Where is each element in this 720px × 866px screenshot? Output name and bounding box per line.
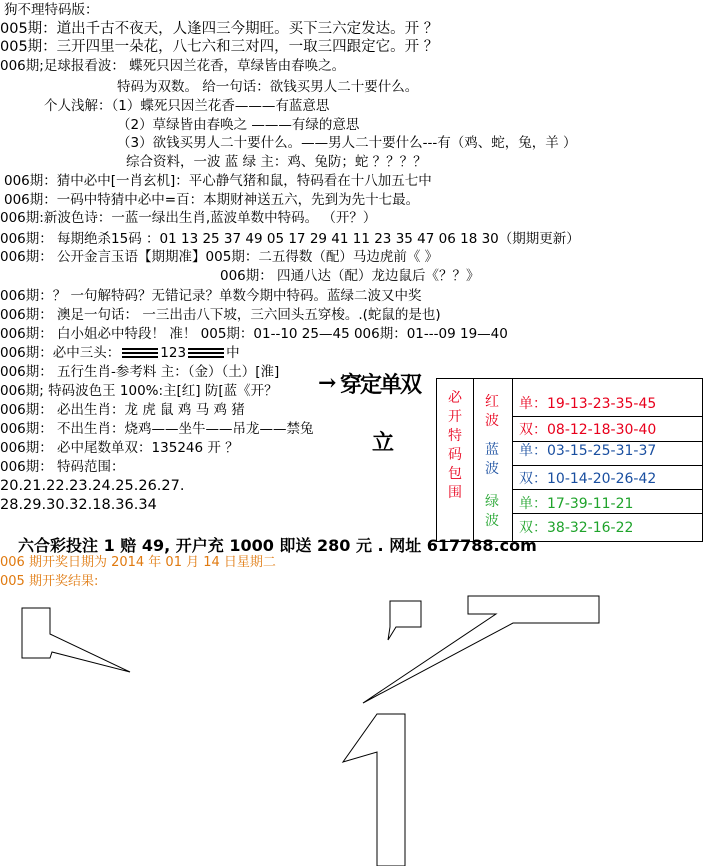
number-one-shape (343, 714, 405, 866)
table-row: 双：38-32-16-22 (519, 520, 634, 536)
text-line: 006期： 白小姐必中特段！ 准！ 005期：01--10 25—45 006期：01---09 19—40 (0, 326, 508, 342)
text-line: 006期： 公开金言玉语【期期准】005期：二五得数（配）马边虎前《 》 (0, 249, 439, 265)
table-row: 双：10-14-20-26-42 (519, 471, 657, 487)
range-line: 28.29.30.32.18.36.34 (0, 497, 157, 513)
callout-shape (22, 608, 130, 672)
handwritten-note: 穿定单双 (340, 372, 421, 398)
text-line: 特码为双数。 给一句话：欲钱买男人二十要什么。 (117, 79, 419, 95)
text-line: 006期： 澳足一句话： 一三出击八下坡，三六回头五穿梭。.(蛇鼠的是也) (0, 307, 441, 323)
text-line: 006期： 必出生肖：龙 虎 鼠 鸡 马 鸡 猪 (0, 402, 245, 418)
text-line: 006期： 必中尾数单双：135246 开 ？ (0, 440, 239, 456)
draw-result-label: 005 期开奖结果: (0, 574, 99, 589)
text-line: 006期：猜中必中[一肖玄机]：平心静气猪和鼠，特码看在十八加五七中 (4, 173, 432, 189)
text-line: 006期： 五行生肖-参考料 主：（金）（土）[淮] (0, 364, 280, 380)
text-line: 006期：？ 一句解特码？无错记录？单数今期中特码。蓝绿二波又中奖 (0, 288, 422, 304)
santou-label: 006期：必中三头： (0, 345, 121, 361)
table-row: 单：19-13-23-35-45 (519, 396, 657, 412)
text-line: 006期; 特码波色王 100%:主[红] 防[蓝《开？ (0, 383, 278, 399)
text-line: 006期： 四通八达（配）龙边鼠后《？？》 (220, 268, 480, 284)
range-line: 20.21.22.23.24.25.26.27. (0, 478, 185, 494)
table-row: 单：03-15-25-31-37 (519, 443, 657, 459)
wave-name-red: 红波 (485, 394, 499, 429)
santou-middle: 123 (160, 345, 187, 361)
betting-slogan: 六合彩投注 1 赔 49, 开户充 1000 即送 280 元 . 网址 617788.com (18, 536, 537, 555)
doc-title: 狗不理特码版： (4, 2, 99, 18)
speech-bubble (388, 601, 421, 640)
pointer-shape (363, 596, 599, 703)
kill-numbers-line: 006期： 每期绝杀15码 ：01 13 25 37 49 05 17 29 41 11 23 35 47 06 18 30（期期更新） (0, 231, 580, 247)
table-row: 双：08-12-18-30-40 (519, 422, 657, 438)
text-line: 综合资料，一波 蓝 绿 主：鸡、兔防；蛇 ？？？？ (126, 154, 427, 170)
wave-name-blue: 蓝波 (485, 442, 499, 477)
text-line: 006期： 特码范围： (0, 459, 125, 475)
text-line: 006期： 不出生肖：烧鸡——坐牛——吊龙——禁兔 (0, 421, 314, 437)
table-title: 必开特码包围 (448, 390, 462, 501)
text-line: 006期:新波色诗：一蓝一绿出生肖,蓝波单数中特码。 （开？） (0, 210, 377, 226)
text-line: 006期;足球报看波： 蝶死只因兰花香，草绿皆由春唤之。 (0, 58, 346, 74)
text-line: 005期：道出千古不夜天，人逢四三今期旺。买下三六定发达。开 ？ (0, 21, 439, 37)
wave-name-green: 绿波 (485, 494, 499, 529)
handwritten-note-sub: 立 (372, 430, 395, 456)
text-line: （3）欲钱买男人二十要什么。——男人二十要什么---有（鸡、蛇，兔，羊 ） (117, 135, 577, 151)
text-line: 个人浅解：（1）蝶死只因兰花香———有蓝意思 (44, 98, 330, 114)
text-line: 006期：一码中特猜中必中=百：本期财神送五六，先到为先十七最。 (4, 192, 420, 208)
santou-tail: 中 (226, 345, 240, 361)
table-row: 单：17-39-11-21 (519, 496, 634, 512)
text-line: （2）草绿皆由春唤之 ———有绿的意思 (117, 117, 360, 133)
handwritten-arrow: → (318, 370, 337, 396)
text-line: 005期：三开四里一朵花，八七六和三对四，一取三四跟定它。开 ？ (0, 39, 439, 55)
draw-date: 006 期开奖日期为 2014 年 01 月 14 日星期二 (0, 555, 276, 570)
